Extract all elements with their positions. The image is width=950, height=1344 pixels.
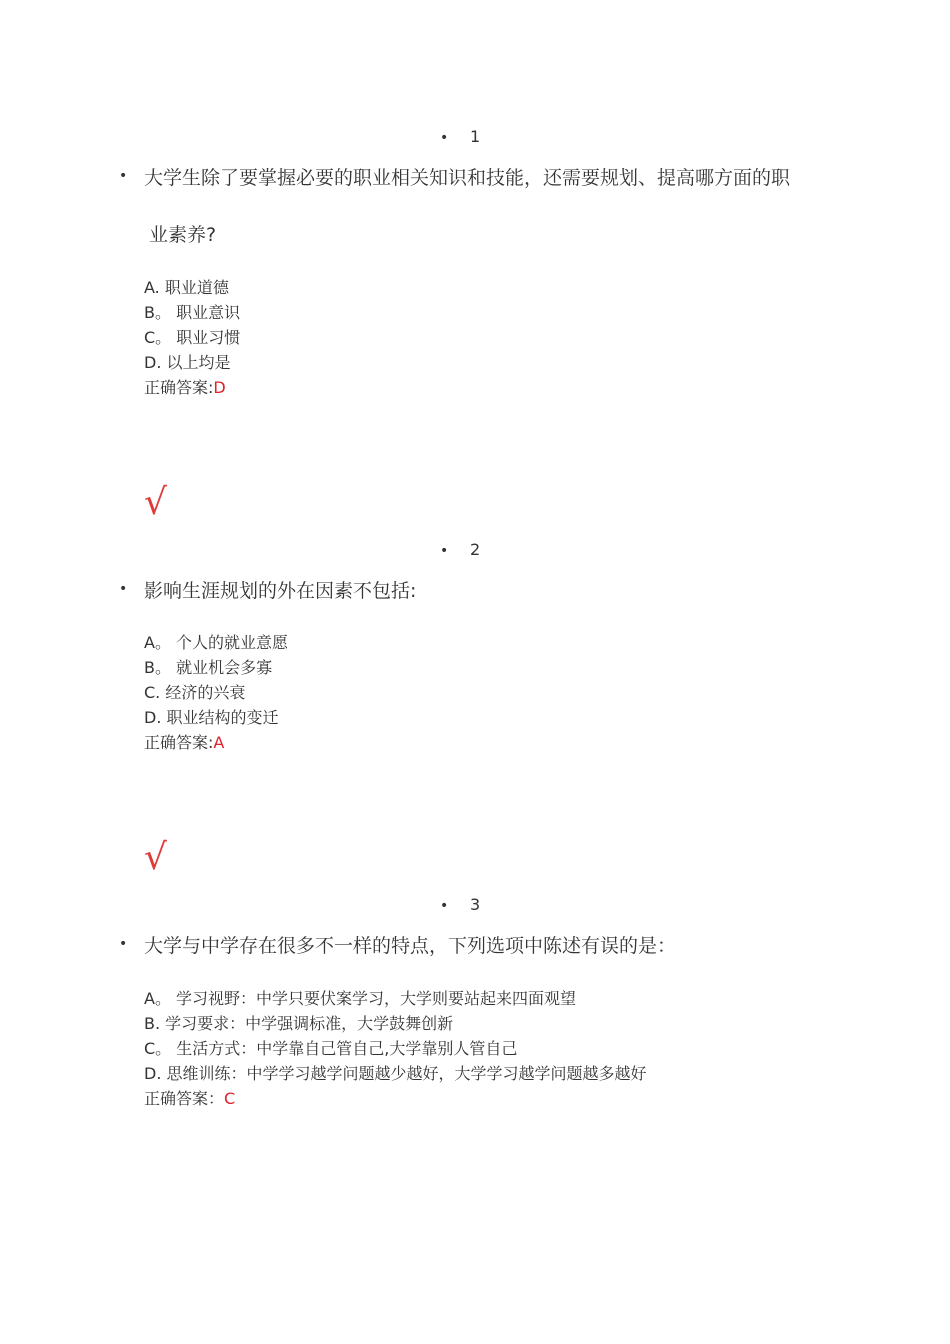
question-text-continued: 业素养? (149, 224, 217, 246)
correct-answer: 正确答案:A (144, 733, 225, 752)
option-a: A。 个人的就业意愿 (144, 633, 289, 652)
bullet-icon: • (119, 168, 128, 184)
correct-answer: 正确答案:D (144, 378, 226, 397)
option-d: D. 思维训练：中学学习越学问题越少越好，大学学习越学问题越多越好 (144, 1064, 647, 1083)
bullet-icon: • (440, 130, 449, 146)
answer-value: A (213, 733, 225, 752)
question-text: 大学生除了要掌握必要的职业相关知识和技能，还需要规划、提高哪方面的职 (144, 167, 791, 189)
question-number: • 1 (440, 127, 481, 146)
answer-value: C (224, 1089, 236, 1108)
option-d: D. 以上均是 (144, 353, 231, 372)
option-c: C。 生活方式：中学靠自己管自己,大学靠别人管自己 (144, 1039, 518, 1058)
option-d: D. 职业结构的变迁 (144, 708, 279, 727)
option-b: B。 职业意识 (144, 303, 241, 322)
bullet-icon: • (119, 936, 128, 952)
check-mark-icon: √ (144, 482, 167, 523)
question-number: • 2 (440, 540, 481, 559)
option-c: C。 职业习惯 (144, 328, 241, 347)
question-number: • 3 (440, 895, 481, 914)
correct-answer: 正确答案：C (144, 1089, 236, 1108)
option-a: A。 学习视野：中学只要伏案学习，大学则要站起来四面观望 (144, 989, 577, 1008)
check-mark-icon: √ (144, 837, 167, 878)
question-text: 影响生涯规划的外在因素不包括: (144, 580, 417, 602)
answer-value: D (213, 378, 226, 397)
option-b: B. 学习要求：中学强调标准，大学鼓舞创新 (144, 1014, 454, 1033)
bullet-icon: • (440, 898, 449, 914)
option-b: B。 就业机会多寡 (144, 658, 273, 677)
bullet-icon: • (440, 543, 449, 559)
option-c: C. 经济的兴衰 (144, 683, 246, 702)
question-text: 大学与中学存在很多不一样的特点，下列选项中陈述有误的是： (144, 935, 677, 957)
option-a: A. 职业道德 (144, 278, 229, 297)
bullet-icon: • (119, 581, 128, 597)
